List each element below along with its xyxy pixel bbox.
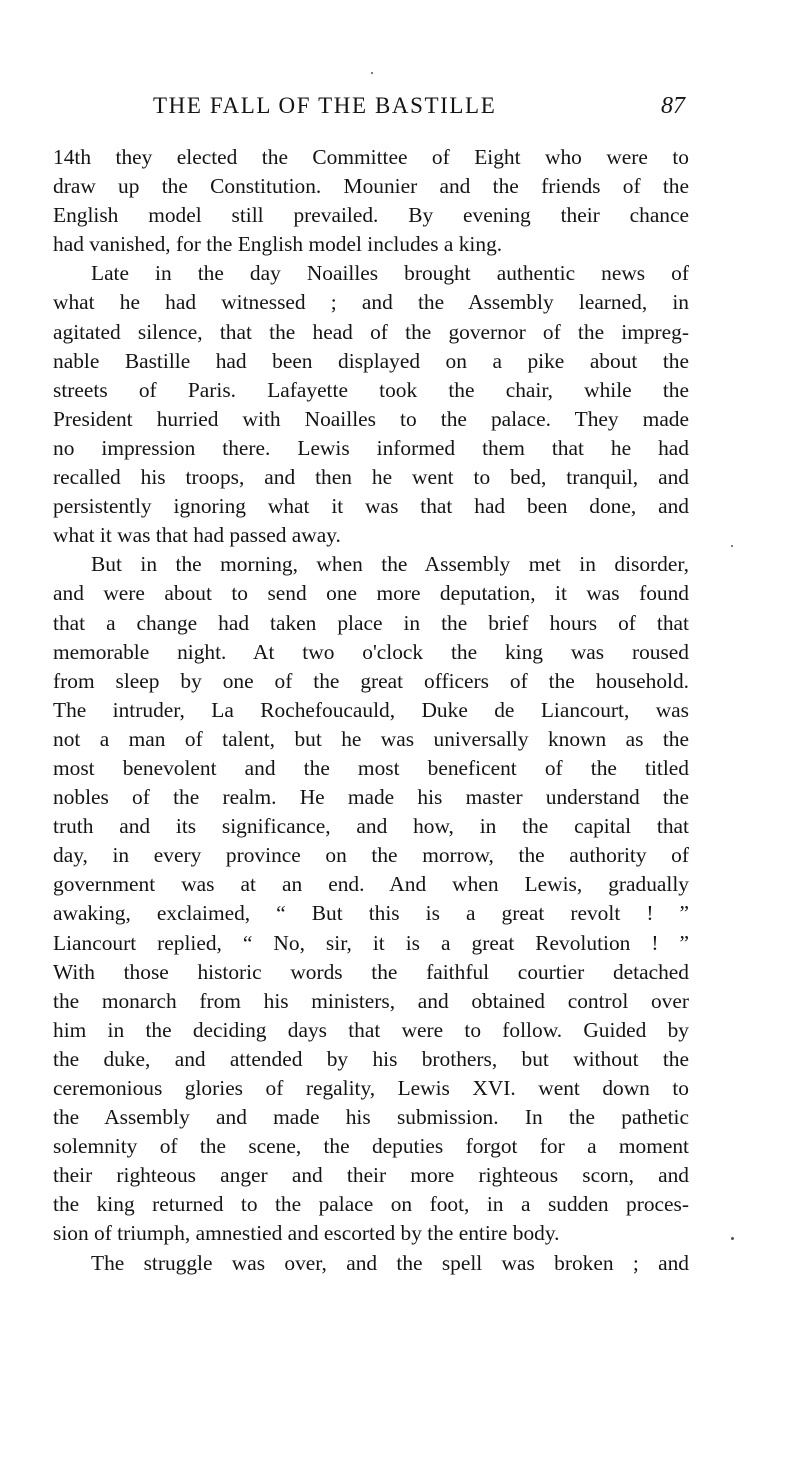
text-line: most benevolent and the most beneficent of the titled: [53, 755, 689, 780]
text-line: persistently ignoring what it was that had been done, and: [53, 494, 689, 519]
text-line: awaking, exclaimed, “ But this is a great revolt ! ”: [53, 901, 689, 926]
text-line: With those historic words the faithful courtier detached: [53, 959, 689, 984]
scan-speck: [371, 72, 373, 74]
text-line: The intruder, La Rochefoucauld, Duke de Liancourt, was: [53, 697, 689, 722]
page-number: 87: [661, 93, 685, 119]
scan-speck: [731, 545, 733, 547]
text-line: what he had witnessed ; and the Assembly learned, in: [53, 290, 689, 315]
text-line: the king returned to the palace on foot, in a sudden proces-: [53, 1192, 689, 1217]
text-line: him in the deciding days that were to follow. Guided by: [53, 1017, 689, 1042]
text-line: solemnity of the scene, the deputies forgot for a moment: [53, 1134, 689, 1159]
text-line: Liancourt replied, “ No, sir, it is a great Revolution ! ”: [53, 930, 689, 955]
text-line: not a man of talent, but he was universally known as the: [53, 726, 689, 751]
text-line: memorable night. At two o'clock the king was roused: [53, 639, 689, 664]
text-line: draw up the Constitution. Mounier and the friends of the: [53, 174, 689, 199]
text-line: 14th they elected the Committee of Eight who were to: [53, 145, 689, 169]
text-line: day, in every province on the morrow, the authority of: [53, 843, 689, 868]
text-line: agitated silence, that the head of the governor of the impreg-: [53, 319, 689, 344]
text-line: that a change had taken place in the brief hours of that: [53, 610, 689, 635]
text-line: truth and its significance, and how, in the capital that: [53, 814, 689, 839]
paragraph: [53, 550, 689, 1248]
page-header: [53, 90, 695, 126]
paragraph: [53, 1249, 689, 1278]
text-line: sion of triumph, amnestied and escorted by the entire body.: [53, 1221, 560, 1246]
text-line: the duke, and attended by his brothers, but without the: [53, 1046, 689, 1071]
text-line: ceremonious glories of regality, Lewis XVI. went down to: [53, 1076, 689, 1100]
text-line: English model still prevailed. By evening their chance: [53, 203, 689, 228]
text-line: The struggle was over, and the spell was broken ; and: [91, 1250, 689, 1275]
text-line: what it was that had passed away.: [53, 523, 341, 548]
text-line: Late in the day Noailles brought authentic news of: [91, 261, 689, 286]
text-line: government was at an end. And when Lewis, gradually: [53, 872, 689, 897]
scan-speck: [731, 1237, 734, 1240]
text-line: streets of Paris. Lafayette took the chair, while the: [53, 377, 689, 402]
text-line: nobles of the realm. He made his master understand the: [53, 785, 689, 810]
body-text: [53, 143, 689, 1278]
text-line: no impression there. Lewis informed them that he had: [53, 435, 689, 460]
text-line: But in the morning, when the Assembly met in disorder,: [91, 552, 689, 577]
text-line: the Assembly and made his submission. In the pathetic: [53, 1105, 689, 1130]
text-line: and were about to send one more deputation, it was found: [53, 581, 689, 606]
text-line: their righteous anger and their more righteous scorn, and: [53, 1163, 689, 1188]
paragraph: [53, 259, 689, 550]
text-line: from sleep by one of the great officers of the household.: [53, 668, 689, 693]
text-line: had vanished, for the English model includes a king.: [53, 232, 503, 257]
text-line: the monarch from his ministers, and obtained control over: [53, 988, 689, 1013]
text-line: President hurried with Noailles to the palace. They made: [53, 406, 689, 431]
running-title: THE FALL OF THE BASTILLE: [153, 93, 497, 118]
paragraph: [53, 143, 689, 259]
text-line: recalled his troops, and then he went to bed, tranquil, and: [53, 465, 689, 490]
text-line: nable Bastille had been displayed on a pike about the: [53, 348, 689, 373]
